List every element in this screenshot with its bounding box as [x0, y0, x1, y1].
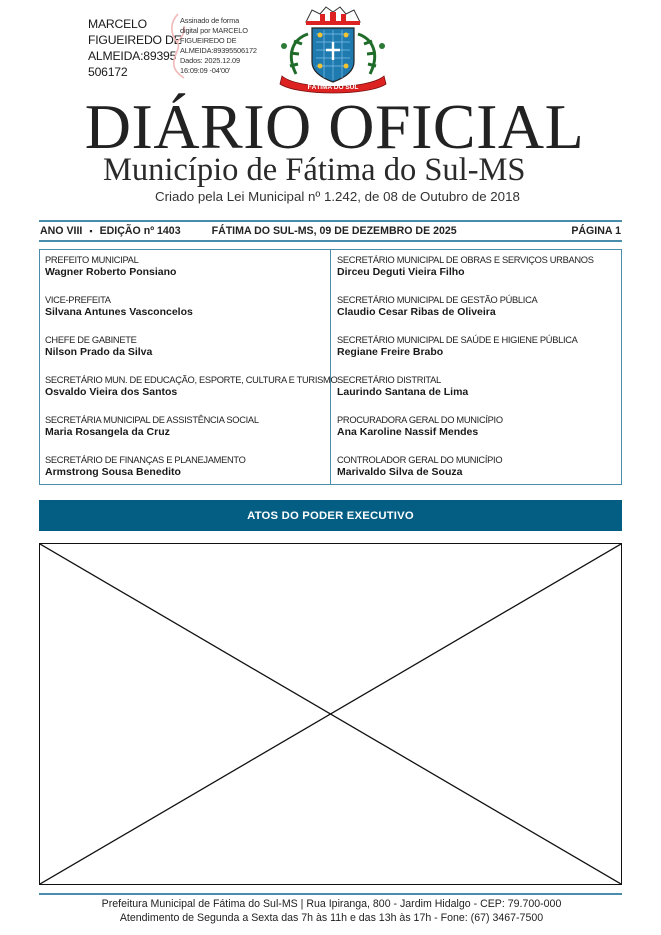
- official-name: Ana Karoline Nassif Mendes: [337, 426, 479, 438]
- footer-divider: [39, 893, 622, 895]
- official-name: Silvana Antunes Vasconcelos: [45, 306, 193, 318]
- footer-address: Prefeitura Municipal de Fátima do Sul-MS | Rua Ipiranga, 800 - Jardim Hidalgo - CEP: 79.700-000: [101, 898, 562, 910]
- official-role: SECRETÁRIA MUNICIPAL DE ASSISTÊNCIA SOCIAL: [45, 415, 259, 425]
- official-entry: [45, 415, 330, 455]
- section-heading-bar: [39, 500, 622, 531]
- signature-detail-line: FIGUEIREDO DE: [180, 36, 237, 45]
- official-role: PROCURADORA GERAL DO MUNICÍPIO: [337, 415, 503, 425]
- official-entry: [45, 375, 338, 415]
- edition-meta-bar: [39, 220, 622, 242]
- official-name: Marivaldo Silva de Souza: [337, 466, 463, 478]
- signature-detail-line: digital por MARCELO: [180, 26, 248, 35]
- signature-detail-line: Assinado de forma: [180, 16, 240, 25]
- edition-meta-left: [40, 225, 457, 237]
- place-and-date: FÁTIMA DO SUL-MS, 09 DE DEZEMBRO DE 2025: [211, 225, 457, 237]
- official-entry: [45, 295, 330, 335]
- official-role: SECRETÁRIO MUNICIPAL DE OBRAS E SERVIÇOS URBANOS: [337, 255, 594, 265]
- bullet-separator-icon: ▪: [89, 226, 93, 236]
- coat-of-arms-icon: [268, 4, 398, 98]
- official-role: SECRETÁRIO MUN. DE EDUCAÇÃO, ESPORTE, CULTURA E TURISMO: [45, 375, 338, 385]
- section-title: ATOS DO PODER EXECUTIVO: [247, 509, 414, 522]
- officials-directory: [39, 249, 622, 485]
- official-name: Wagner Roberto Ponsiano: [45, 266, 177, 278]
- signature-detail-line: 16:09:09 -04'00': [180, 66, 231, 75]
- footer-hours: Atendimento de Segunda a Sexta das 7h às 11h e das 13h às 17h - Fone: (67) 3467-7500: [119, 912, 544, 924]
- image-placeholder: [39, 543, 622, 885]
- official-entry: [45, 255, 330, 295]
- municipality-subtitle: Município de Fátima do Sul-MS: [103, 152, 526, 188]
- year-label: ANO VIII: [40, 225, 83, 237]
- signature-name-line: ALMEIDA:89395: [88, 49, 177, 63]
- official-entry: [337, 415, 621, 455]
- signature-name-line: 506172: [88, 65, 128, 79]
- official-name: Laurindo Santana de Lima: [337, 386, 469, 398]
- official-role: SECRETÁRIO MUNICIPAL DE SAÚDE E HIGIENE PÚBLICA: [337, 335, 578, 345]
- page-title: DIÁRIO OFICIAL: [84, 91, 585, 162]
- official-name: Dirceu Deguti Vieira Filho: [337, 266, 465, 278]
- official-entry: [337, 255, 621, 295]
- crest-ribbon-text: FÁTIMA DO SUL: [307, 84, 359, 91]
- official-role: SECRETÁRIO DE FINANÇAS E PLANEJAMENTO: [45, 455, 246, 465]
- signature-detail-line: ALMEIDA:89395506172: [180, 46, 257, 55]
- official-entry: [45, 335, 330, 375]
- official-entry: [45, 455, 330, 495]
- official-role: PREFEITO MUNICIPAL: [45, 255, 139, 265]
- official-name: Armstrong Sousa Benedito: [45, 466, 181, 478]
- official-role: VICE-PREFEITA: [45, 295, 111, 305]
- official-role: SECRETÁRIO DISTRITAL: [337, 375, 441, 385]
- signature-name-line: MARCELO: [88, 17, 147, 31]
- page-footer: [0, 897, 661, 925]
- official-name: Regiane Freire Brabo: [337, 346, 444, 358]
- official-entry: [337, 335, 621, 375]
- officials-column-right: [331, 250, 621, 484]
- placeholder-cross-icon: [40, 544, 621, 884]
- page-number: PÁGINA 1: [571, 225, 621, 237]
- official-entry: [337, 295, 621, 335]
- creation-law-note: Criado pela Lei Municipal nº 1.242, de 08 de Outubro de 2018: [155, 189, 520, 204]
- official-name: Maria Rosangela da Cruz: [45, 426, 170, 438]
- signature-name-line: FIGUEIREDO DE: [88, 33, 182, 47]
- signature-detail-line: Dados: 2025.12.09: [180, 56, 240, 65]
- official-entry: [337, 375, 621, 415]
- official-name: Nilson Prado da Silva: [45, 346, 153, 358]
- official-role: SECRETÁRIO MUNICIPAL DE GESTÃO PÚBLICA: [337, 295, 538, 305]
- official-role: CHEFE DE GABINETE: [45, 335, 137, 345]
- official-name: Claudio Cesar Ribas de Oliveira: [337, 306, 496, 318]
- digital-signature-details: [180, 16, 275, 76]
- official-name: Osvaldo Vieira dos Santos: [45, 386, 178, 398]
- officials-column-left: [40, 250, 338, 484]
- official-entry: [337, 455, 621, 495]
- official-role: CONTROLADOR GERAL DO MUNICÍPIO: [337, 455, 503, 465]
- edition-number: EDIÇÃO nº 1403: [99, 225, 181, 237]
